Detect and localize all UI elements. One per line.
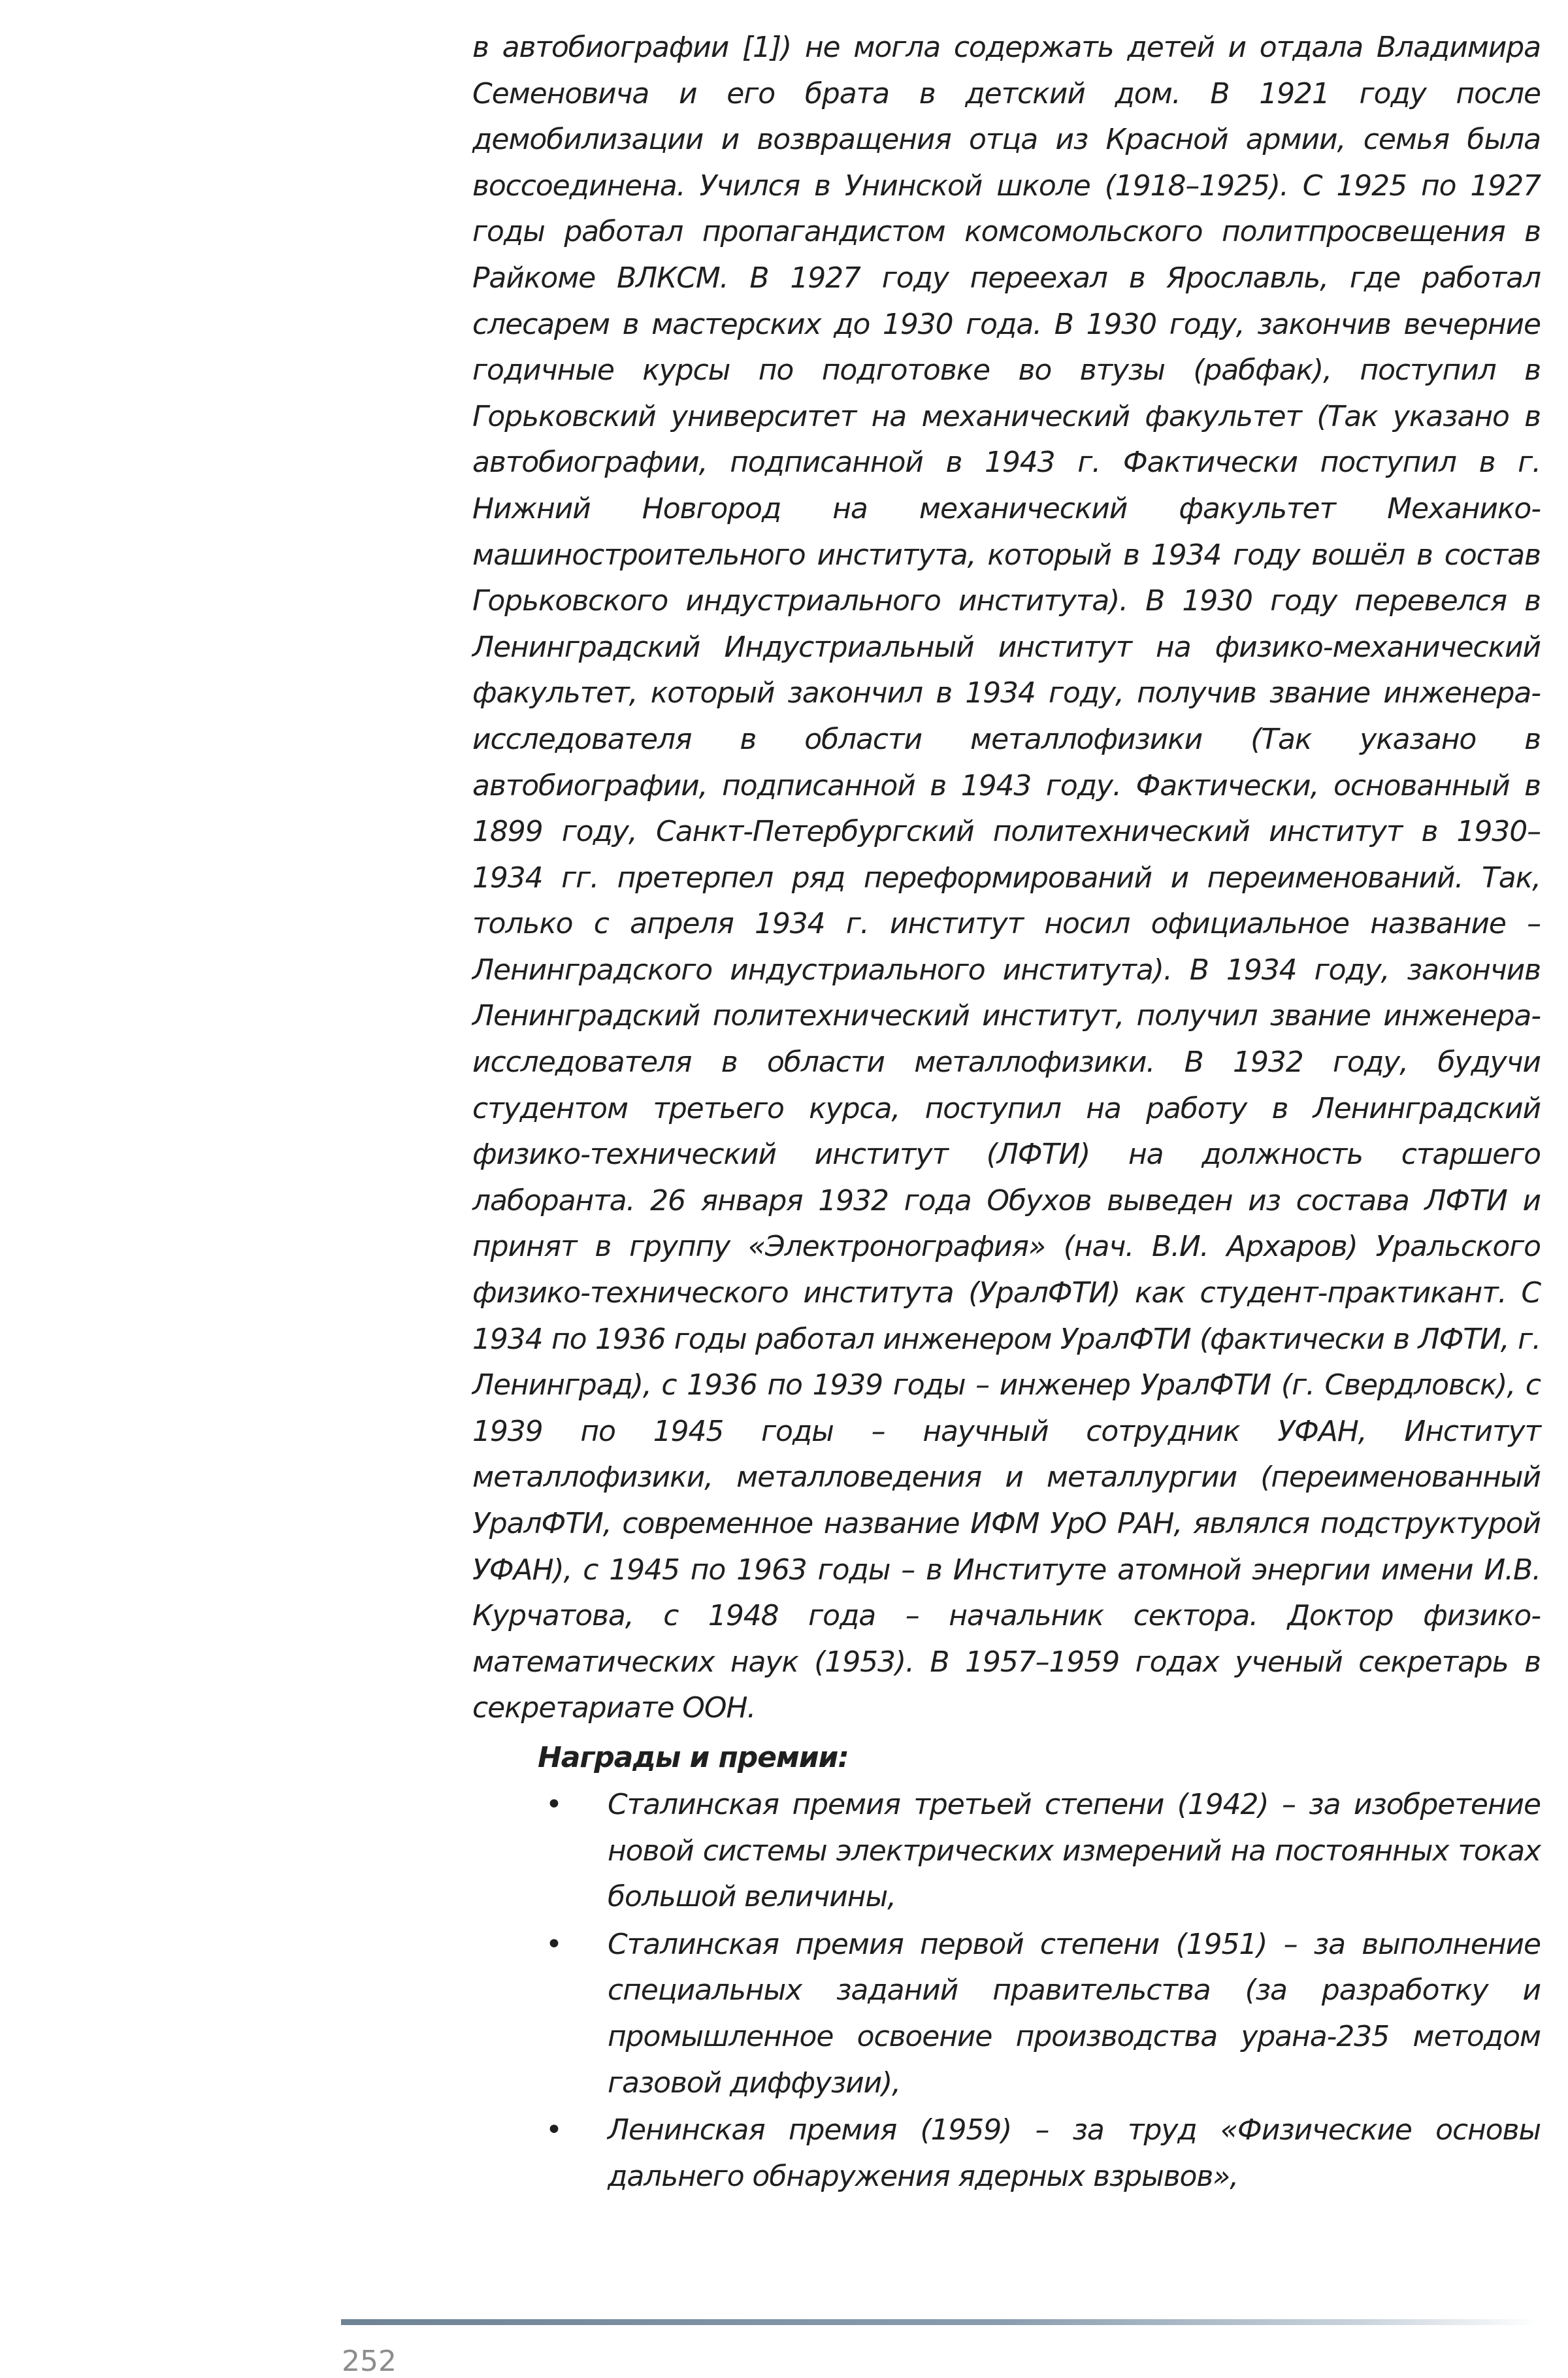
bullet-icon: • [546, 2113, 562, 2147]
main-paragraph: в автобиографии [1]) не могла содержать детей и отдала Владимира Семеновича и его брата в детский дом. В 1921 году после демобилизации и возвращения отца из Красной армии, семья была воссоединена. Учился в Унинской школе (1918–1925). С 1925 по 1927 годы работал пропагандистом комсомольского политпросвещения в Райкоме ВЛКСМ. В 1927 году переехал в Ярославль, где работал слесарем в мастерских до 1930 года. В 1930 году, закончив вечерние годичные курсы по подготовке во втузы (рабфак), поступил в Горьковский университет на механический факультет (Так указано в автобиографии, подписанной в 1943 г. Фактически поступил в г. Нижний Новгород на механический факультет Механико-машиностроительного института, который в 1934 году вошёл в состав Горьковского индустриального института). В 1930 году перевелся в Ленинградский Индустриальный институт на физико-механический факультет, который закончил в 1934 году, получив звание инженера-исследователя в области металлофизики (Так указано в автобиографии, подписанной в 1943 году. Фактически, основанный в 1899 году, Санкт-Петербургский политехнический институт в 1930–1934 гг. претерпел ряд переформирований и переименований. Так, только с апреля 1934 г. институт носил официальное название – Ленинградского индустриального института). В 1934 году, закончив Ленинградский политехнический институт, получил звание инженера-исследователя в области металлофизики. В 1932 году, будучи студентом третьего курса, поступил на работу в Ленинградский физико-технический институт (ЛФТИ) на должность старшего лаборанта. 26 января 1932 года Обухов выведен из состава ЛФТИ и принят в группу «Электронография» (нач. В.И. Архаров) Уральского физико-технического института (УралФТИ) как студент-практикант. С 1934 по 1936 годы работал инженером УралФТИ (фактически в ЛФТИ, г. Ленинград), с 1936 по 1939 годы – инженер УралФТИ (г. Свердловск), с 1939 по 1945 годы – научный сотрудник УФАН, Институт металлофизики, металловедения и металлургии (переименованный УралФТИ, современное название ИФМ УрО РАН, являлся подструктурой УФАН), с 1945 по 1963 годы – в Институте атомной энергии имени И.В. Курчатова, с 1948 года – начальник сектора. Доктор физико-математических наук (1953). В 1957–1959 годах ученый секретарь в секретариате ООН. [472, 31, 1541, 1725]
bullet-icon: • [546, 1927, 562, 1961]
award-text: Сталинская премия третьей степени (1942) – за изобретение новой системы электрических измерений на постоянных токах большой величины, [608, 1788, 1541, 1914]
award-item [538, 1782, 1541, 1921]
award-item [538, 1922, 1541, 2106]
awards-heading: Награды и премии: [538, 1741, 849, 1774]
awards-list [538, 1782, 1541, 2201]
page-number: 252 [342, 2345, 397, 2378]
award-item [538, 2107, 1541, 2200]
bullet-icon: • [546, 1788, 562, 1821]
award-text: Сталинская премия первой степени (1951) – за выполнение специальных заданий правительства (за разработку и промышленное освоение производства урана-235 методом газовой диффузии), [608, 1927, 1541, 2100]
footer-divider [341, 2319, 1541, 2325]
award-text: Ленинская премия (1959) – за труд «Физические основы дальнего обнаружения ядерных взрывов», [608, 2113, 1541, 2193]
